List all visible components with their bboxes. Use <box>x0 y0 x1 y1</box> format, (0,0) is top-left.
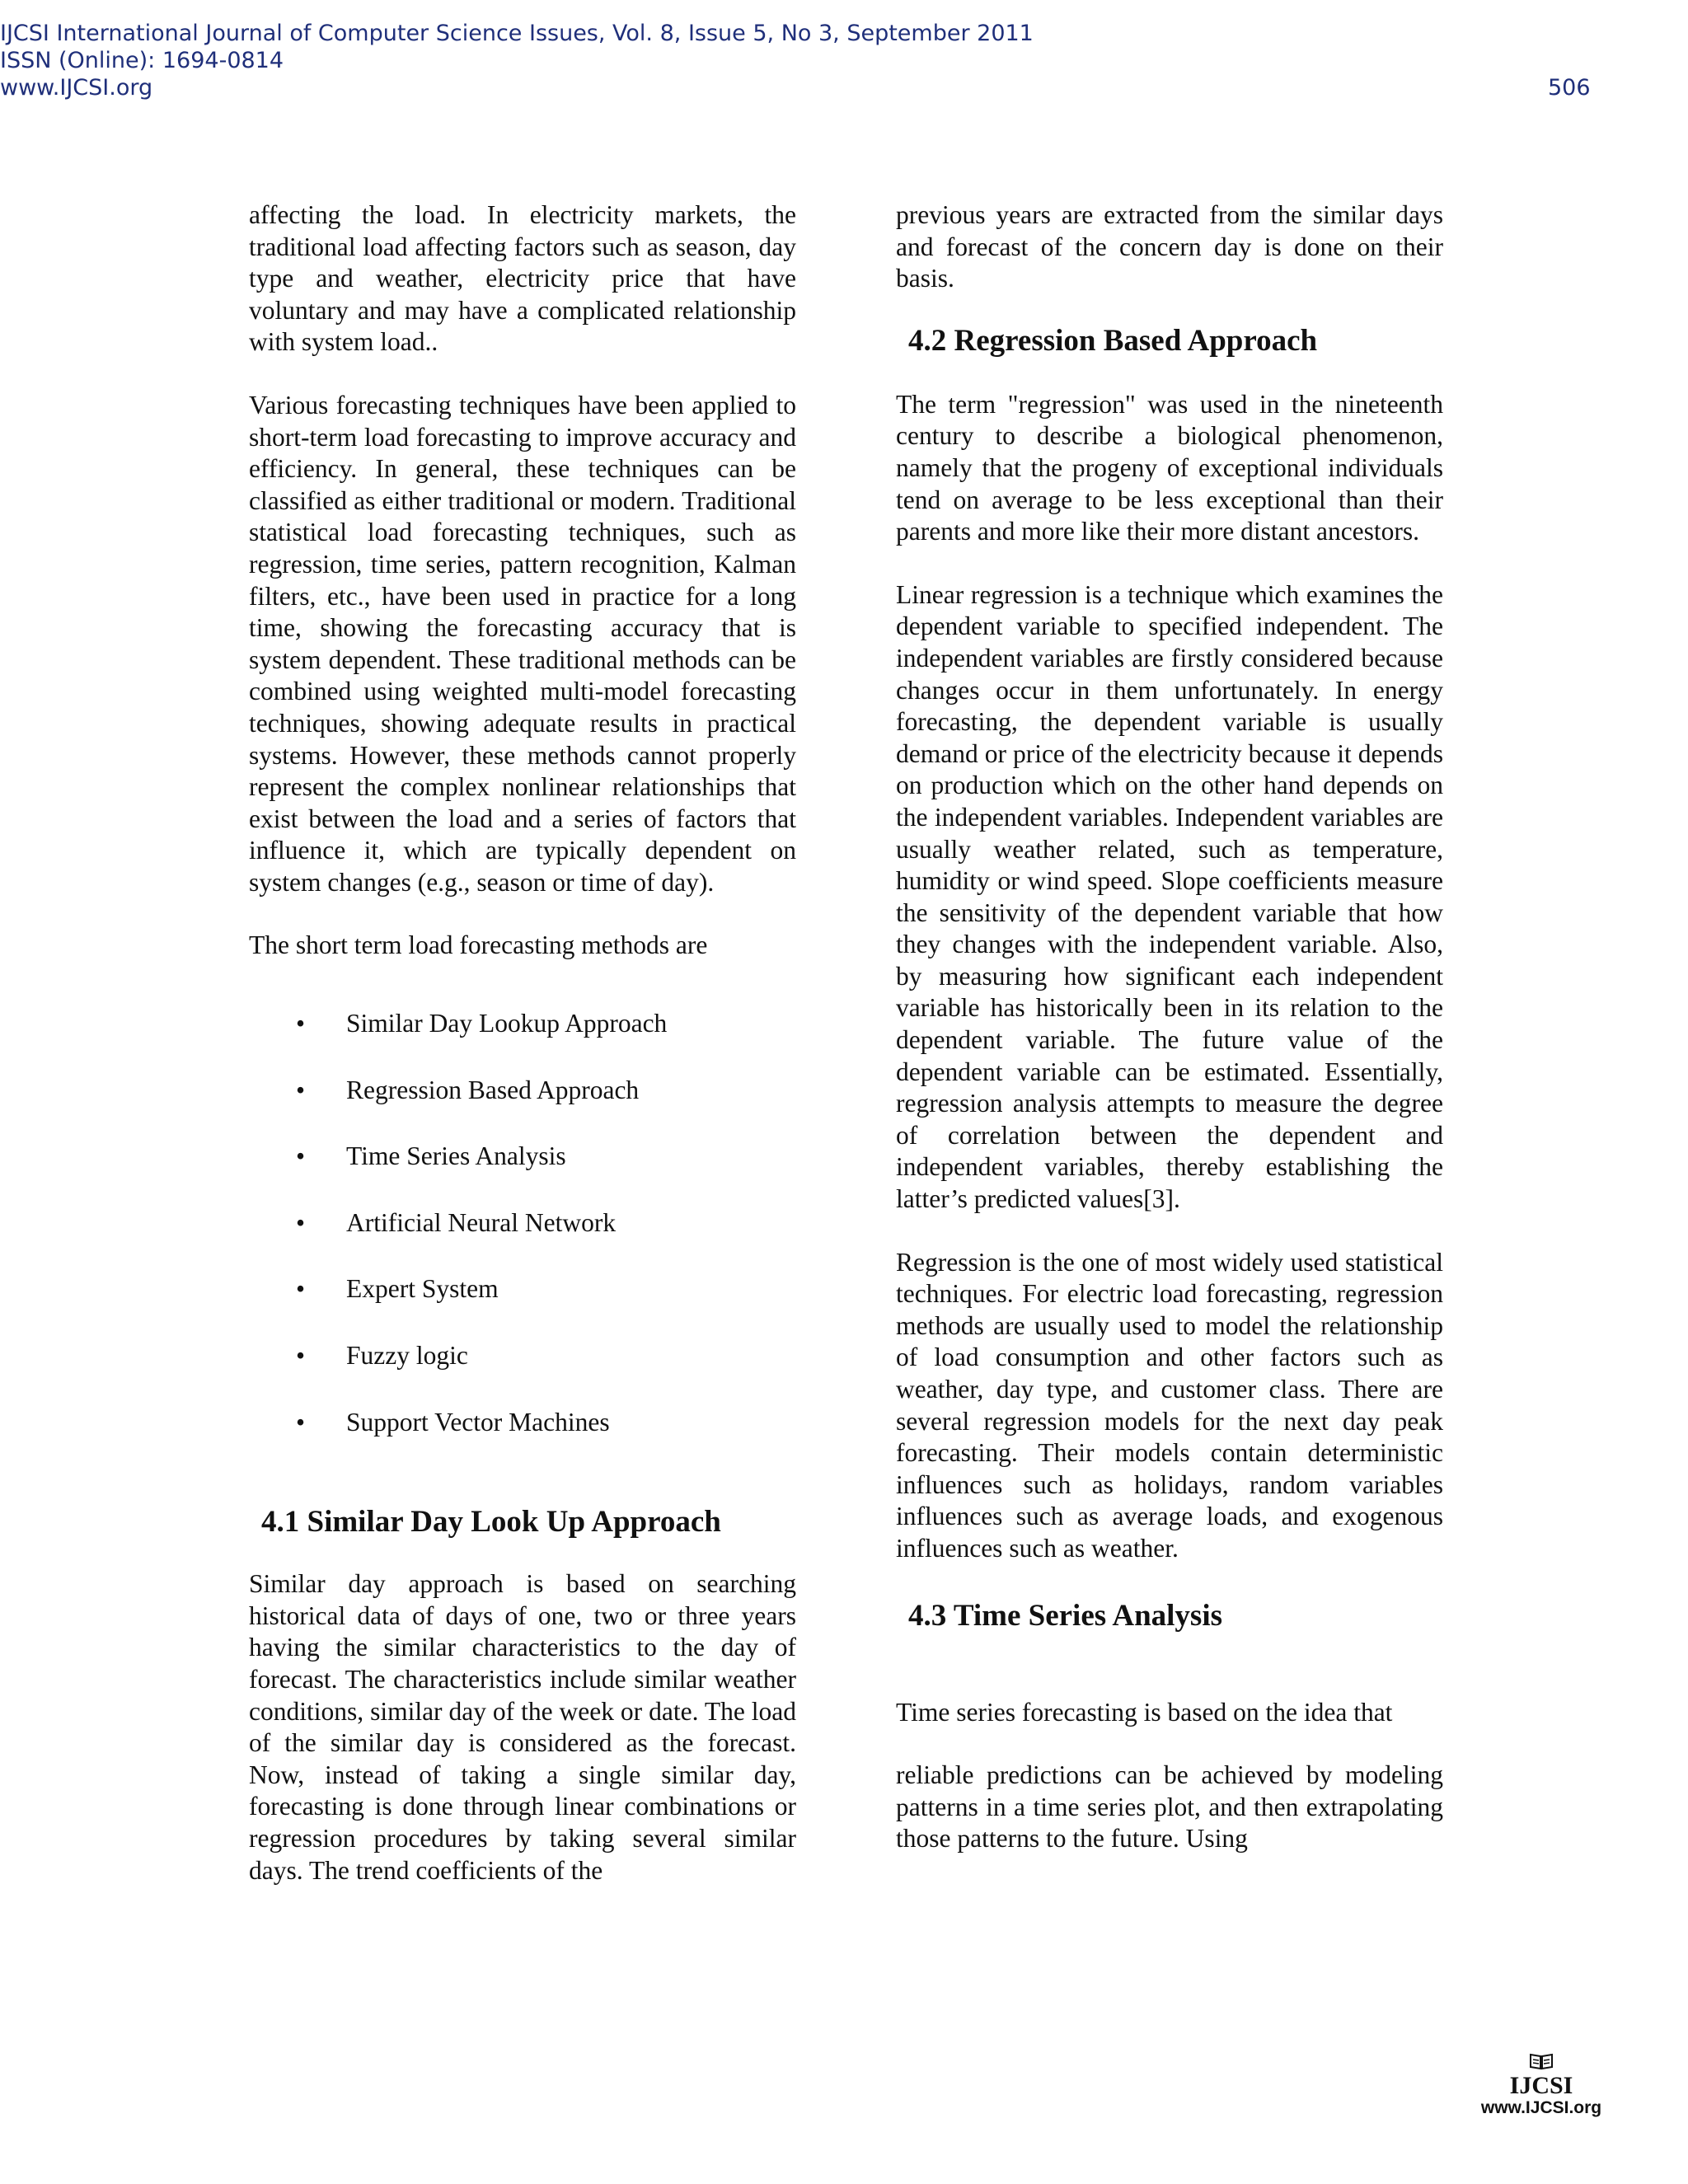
list-item <box>249 1008 796 1075</box>
logo-name: IJCSI <box>1509 2072 1573 2099</box>
paragraph: reliable predictions can be achieved by modeling patterns in a time series plot, and then extrapolating those patterns to the future. Using <box>896 1760 1443 1854</box>
list-item <box>249 1340 796 1407</box>
paragraph: Time series forecasting is based on the idea that <box>896 1697 1393 1727</box>
section-heading-4-2: 4.2 Regression Based Approach <box>908 323 1318 358</box>
paragraph: Linear regression is a technique which examines the dependent variable to specified independent. The independent variables are firstly considered because changes occur in them unfortunately. In energy forecasting, the dependent variable is usually demand or price of the electricity because it depends on production which on the other hand depends on the independent variables. Independent variables are usually weather related, such as temperature, humidity or wind speed. Slope coefficients measure the sensitivity of the dependent variable that how they changes with the independent variable. Also, by measuring how significant each independent variable has historically been in its relation to the dependent variable. The future value of the dependent variable can be estimated. Essentially, regression analysis attempts to measure the degree of correlation between the dependent and independent variables, thereby establishing the latter’s predicted values[3]. <box>896 579 1443 1214</box>
paragraph: Similar day approach is based on searching historical data of days of one, two or three years having the similar characteristics to the day of forecast. The characteristics include similar weather conditions, similar day of the week or date. The load of the similar day is considered as the forecast. Now, instead of taking a single similar day, forecasting is done through linear combinations or regression procedures by taking several similar days. The trend coefficients of the <box>249 1569 796 1885</box>
list-item-label: Expert System <box>346 1274 499 1304</box>
bullet-icon: • <box>296 1341 306 1371</box>
issn-line: ISSN (Online): 1694-0814 <box>0 48 284 73</box>
list-item <box>249 1207 796 1274</box>
section-heading-4-3: 4.3 Time Series Analysis <box>908 1598 1223 1633</box>
section-heading-4-1: 4.1 Similar Day Look Up Approach <box>261 1505 721 1540</box>
paragraph: Regression is the one of most widely used statistical techniques. For electric load forecasting, regression methods are usually used to model the relationship of load consumption and other factors such as weather, day type, and customer class. There are several regression models for the next day peak forecasting. Their models contain deterministic influences such as holidays, random variables influences such as average loads, and exogenous influences such as weather. <box>896 1247 1443 1563</box>
right-column <box>896 199 1443 1855</box>
list-item-label: Regression Based Approach <box>346 1075 640 1104</box>
paragraph: The term "regression" was used in the nineteenth century to describe a biological phenomenon, namely that the progeny of exceptional individuals tend on average to be less exceptional than their parents and more like their more distant ancestors. <box>896 389 1443 546</box>
logo-url: www.IJCSI.org <box>1480 2098 1602 2117</box>
paragraph: previous years are extracted from the similar days and forecast of the concern day is done on their basis. <box>896 200 1443 293</box>
bullet-icon: • <box>296 1407 306 1436</box>
list-item-label: Time Series Analysis <box>346 1141 566 1171</box>
list-item <box>249 1273 796 1340</box>
paragraph: Various forecasting techniques have been applied to short-term load forecasting to improve accuracy and efficiency. In general, these techniques can be classified as either traditional or modern. Traditional statistical load forecasting techniques, such as regression, time series, pattern recognition, Kalman filters, etc., have been used in practice for a long time, showing the forecasting accuracy that is system dependent. These traditional methods can be combined using weighted multi-model forecasting techniques, showing adequate results in practical systems. However, these methods cannot properly represent the complex nonlinear relationships that exist between the load and a series of factors that influence it, which are typically dependent on system changes (e.g., season or time of day). <box>249 390 796 897</box>
left-column <box>249 199 796 1886</box>
page-number: 506 <box>1548 75 1591 101</box>
book-icon <box>1472 2052 1611 2074</box>
running-header <box>0 20 1034 101</box>
list-item <box>249 1141 796 1207</box>
bullet-icon: • <box>296 1075 306 1104</box>
bullet-icon: • <box>296 1009 306 1038</box>
methods-list <box>249 1008 796 1473</box>
list-item-label: Artificial Neural Network <box>346 1207 617 1237</box>
bullet-icon: • <box>296 1141 306 1171</box>
journal-logo <box>1472 2052 1611 2118</box>
journal-title-line: IJCSI International Journal of Computer Science Issues, Vol. 8, Issue 5, No 3, September 2011 <box>0 21 1034 46</box>
bullet-icon: • <box>296 1207 306 1237</box>
list-item-label: Similar Day Lookup Approach <box>346 1009 668 1038</box>
website-line: www.IJCSI.org <box>0 75 153 101</box>
paragraph: affecting the load. In electricity markets, the traditional load affecting factors such as season, day type and weather, electricity price that have voluntary and may have a complicated relationship with system load.. <box>249 200 796 357</box>
list-item <box>249 1407 796 1474</box>
list-item <box>249 1075 796 1141</box>
paragraph: The short term load forecasting methods are <box>249 930 708 960</box>
list-item-label: Support Vector Machines <box>346 1407 610 1436</box>
bullet-icon: • <box>296 1274 306 1304</box>
list-item-label: Fuzzy logic <box>346 1341 468 1371</box>
